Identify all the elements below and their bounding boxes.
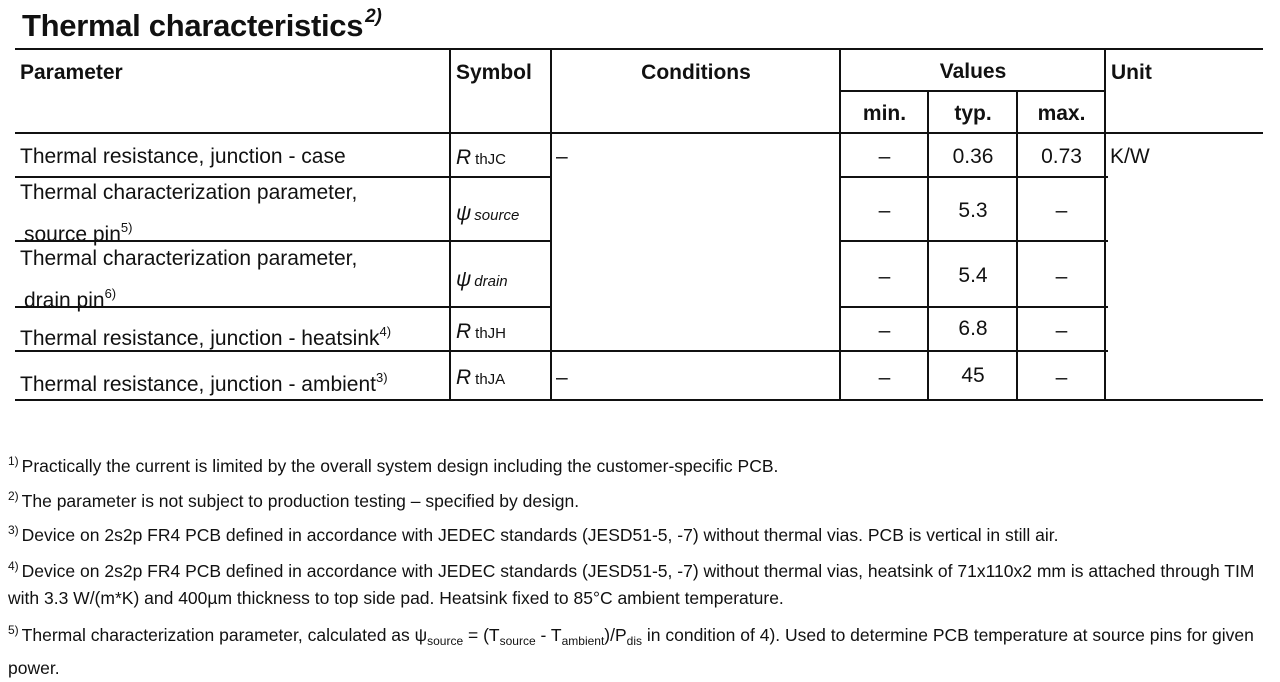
symbol-subscript: source [474, 207, 520, 224]
footnote-text-part: in condition of 4). Used to determine PCB temperature at source pins for given power. [8, 625, 1254, 678]
header-unit: Unit [1111, 61, 1152, 84]
values-subheader-rule [840, 90, 1105, 92]
row-symbol [456, 365, 505, 393]
row-max: – [1055, 319, 1068, 342]
row-min: – [878, 265, 891, 288]
row-parameter: Thermal resistance, junction - case [20, 145, 346, 168]
table-bottom-rule [15, 399, 1263, 401]
row-max: 0.73 [1041, 145, 1082, 168]
footnote-text: Practically the current is limited by the overall system design including the customer-specific PCB. [21, 456, 779, 476]
footnote [8, 483, 1276, 515]
col-rule-max [1016, 90, 1018, 401]
symbol-main: ψ [456, 202, 472, 225]
footnote [8, 517, 1276, 549]
symbol-main: R [456, 320, 472, 343]
footnote-text-part: - T [535, 625, 562, 645]
param-continuation: drain pin [24, 289, 105, 312]
col-rule-conditions [550, 48, 552, 401]
footnote-number: 2) [8, 489, 19, 503]
symbol-main: R [456, 366, 472, 389]
title-footnote-ref: 2) [365, 6, 382, 27]
footnote-text-part: Thermal characterization parameter, calculated as ψ [21, 625, 428, 645]
footnote-text: Device on 2s2p FR4 PCB defined in accordance with JEDEC standards (JESD51-5, -7) without thermal vias, heatsink of 71x110x2 mm is attached through TIM with 3.3 W/(m*K) and 400µm thickness to top side pad. Heatsink fixed to 85°C ambient temperature. [8, 561, 1255, 608]
row-symbol [456, 201, 519, 229]
footnote-subscript: ambient [561, 634, 605, 648]
row-min: – [878, 366, 891, 389]
footnote-number: 5) [8, 623, 19, 637]
row-parameter [20, 319, 391, 352]
row-rule-1 [15, 176, 552, 178]
header-typ: typ. [954, 102, 992, 125]
row-min: – [878, 319, 891, 342]
row-conditions: – [556, 366, 568, 389]
table-top-rule [15, 48, 1263, 50]
row-parameter-line2 [24, 281, 116, 314]
param-text: Thermal resistance, junction - heatsink [20, 327, 380, 350]
header-conditions: Conditions [641, 61, 751, 84]
footnote-subscript: source [499, 634, 536, 648]
footnote [8, 448, 1276, 480]
footnote [8, 553, 1276, 612]
row-symbol [456, 267, 508, 295]
section-title [22, 6, 381, 44]
header-values: Values [939, 60, 1007, 83]
footnote-number: 1) [8, 454, 19, 468]
row-parameter [20, 365, 388, 398]
header-min: min. [862, 102, 907, 125]
footnote-ref: 3) [376, 370, 388, 385]
row-rule-1b [840, 176, 1108, 178]
row-unit: K/W [1110, 145, 1150, 168]
symbol-subscript: thJA [475, 371, 506, 388]
col-rule-symbol [449, 48, 451, 401]
section-title-text: Thermal characteristics [22, 8, 364, 43]
header-symbol: Symbol [456, 61, 532, 84]
footnote-ref: 5) [120, 220, 133, 235]
col-rule-typ [927, 90, 929, 401]
row-typ: 6.8 [958, 317, 988, 340]
row-rule-2b [840, 240, 1108, 242]
symbol-subscript: thJC [475, 151, 507, 168]
row-max: – [1055, 366, 1068, 389]
symbol-subscript: thJH [475, 325, 507, 342]
header-bottom-rule [15, 132, 1263, 134]
row-parameter: Thermal characterization parameter, [20, 247, 358, 270]
row-symbol [456, 145, 506, 173]
row-parameter: Thermal characterization parameter, [20, 181, 358, 204]
symbol-main: R [456, 146, 472, 169]
row-typ: 45 [961, 364, 985, 387]
footnote-text: The parameter is not subject to production testing – specified by design. [21, 491, 580, 511]
footnote [8, 617, 1276, 682]
row-min: – [878, 199, 891, 222]
row-typ: 5.3 [958, 199, 988, 222]
header-parameter: Parameter [20, 61, 123, 84]
row-typ: 0.36 [952, 145, 994, 168]
footnote-ref: 4) [379, 324, 392, 339]
symbol-main: ψ [456, 268, 472, 291]
row-max: – [1055, 199, 1068, 222]
row-rule-3b [840, 306, 1108, 308]
footnote-subscript: source [427, 634, 464, 648]
symbol-subscript: drain [474, 273, 508, 290]
footnote-number: 3) [8, 523, 19, 537]
row-typ: 5.4 [958, 264, 988, 287]
footnote-text-part: = (T [463, 625, 500, 645]
footnote-number: 4) [8, 559, 19, 573]
param-text: Thermal resistance, junction - ambient [20, 373, 376, 396]
row-conditions: – [556, 145, 568, 168]
row-max: – [1055, 265, 1068, 288]
footnote-ref: 6) [104, 286, 117, 301]
row-symbol [456, 319, 506, 347]
row-parameter-line2 [24, 215, 132, 248]
row-min: – [878, 145, 891, 168]
footnote-subscript: dis [626, 634, 643, 648]
header-max: max. [1037, 102, 1086, 125]
footnote-text-part: )/P [604, 625, 627, 645]
param-continuation: source pin [24, 223, 121, 246]
footnote-text: Device on 2s2p FR4 PCB defined in accordance with JEDEC standards (JESD51-5, -7) without thermal vias. PCB is vertical in still air. [21, 525, 1059, 545]
